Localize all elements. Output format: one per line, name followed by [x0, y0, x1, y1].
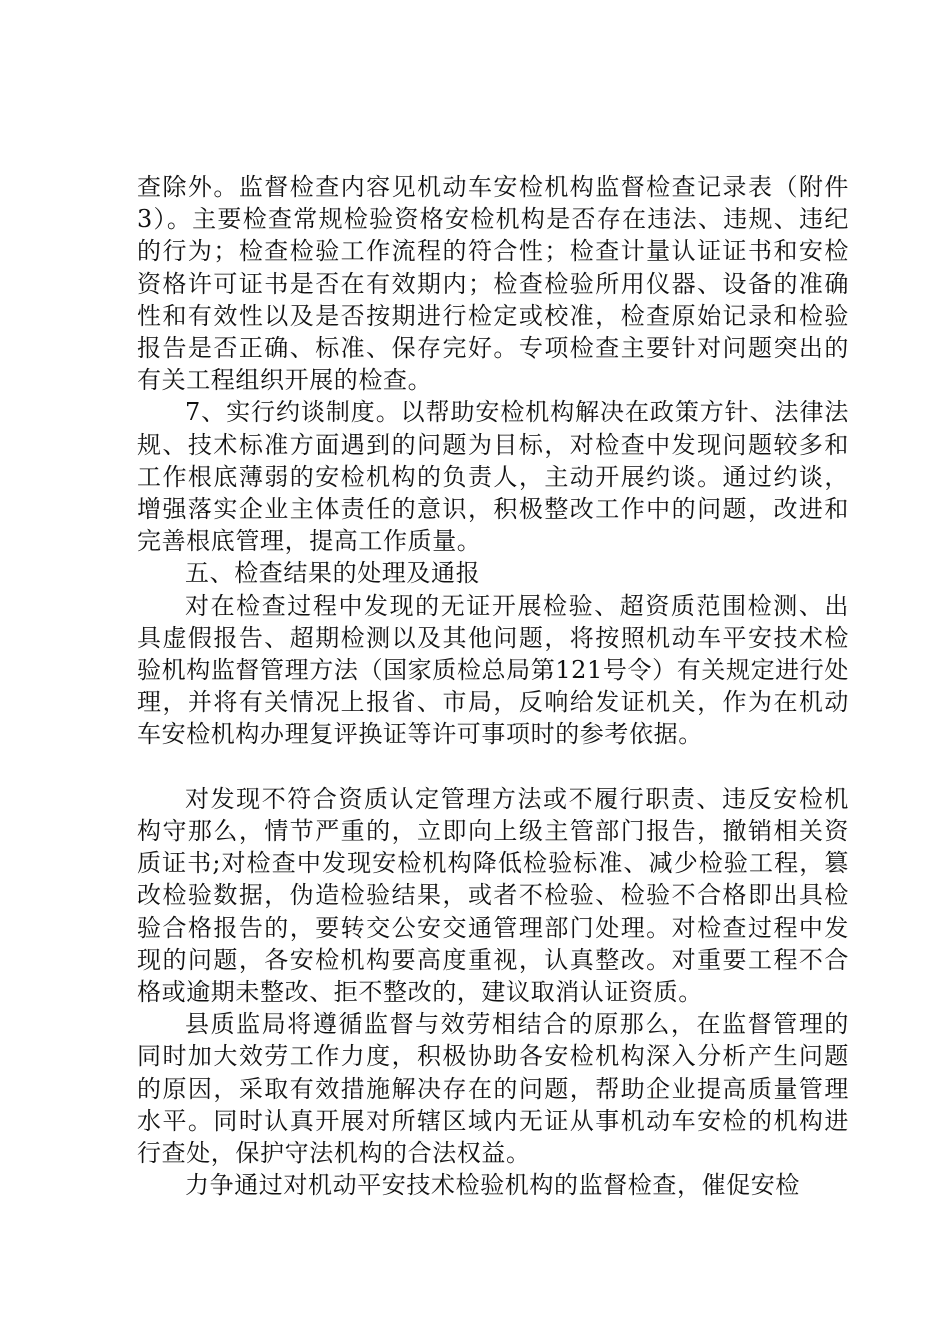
paragraph-spacer — [137, 751, 849, 783]
document-body — [137, 171, 849, 1201]
paragraph-violation-handling: 对在检查过程中发现的无证开展检验、超资质范围检测、出具虚假报告、超期检测以及其他问题，将按照机动车平安技术检验机构监督管理方法（国家质检总局第121号令）有关规定进行处理，并将有关情况上报省、市局，反响给发证机关，作为在机动车安检机构办理复评换证等许可事项时的参考依据。 — [137, 591, 849, 749]
paragraph-goal: 力争通过对机动平安技术检验机构的监督检查，催促安检 — [185, 1171, 800, 1200]
paragraph-inspection-content: 查除外。监督检查内容见机动车安检机构监督检查记录表（附件3）。主要检查常规检验资格安检机构是否存在违法、违规、违纪的行为；检查检验工作流程的符合性；检查计量认证证书和安检资格许可证书是否在有效期内；检查检验所用仪器、设备的准确性和有效性以及是否按期进行检定或校准，检查原始记录和检验报告是否正确、标准、保存完好。专项检查主要针对问题突出的有关工程组织开展的检查。 — [137, 173, 849, 395]
section-heading-results: 五、检查结果的处理及通报 — [185, 559, 481, 588]
paragraph-interview-system: 7、实行约谈制度。以帮助安检机构解决在政策方针、法律法规、技术标准方面遇到的问题为目标，对检查中发现问题较多和工作根底薄弱的安检机构的负责人，主动开展约谈。通过约谈，增强落实企业主体责任的意识，积极整改工作中的问题，改进和完善根底管理，提高工作质量。 — [137, 398, 849, 556]
paragraph-revocation: 对发现不符合资质认定管理方法或不履行职责、违反安检机构守那么，情节严重的，立即向上级主管部门报告，撤销相关资质证书;对检查中发现安检机构降低检验标准、减少检验工程，篡改检验数据，伪造检验结果，或者不检验、检验不合格即出具检验合格报告的，要转交公安交通管理部门处理。对检查过程中发现的问题，各安检机构要高度重视，认真整改。对重要工程不合格或逾期未整改、拒不整改的，建议取消认证资质。 — [137, 784, 849, 1007]
paragraph-supervision-service: 县质监局将遵循监督与效劳相结合的原那么，在监督管理的同时加大效劳工作力度，积极协助各安检机构深入分析产生问题的原因，采取有效措施解决存在的问题，帮助企业提高质量管理水平。同时认真开展对所辖区域内无证从事机动车安检的机构进行查处，保护守法机构的合法权益。 — [137, 1010, 849, 1168]
